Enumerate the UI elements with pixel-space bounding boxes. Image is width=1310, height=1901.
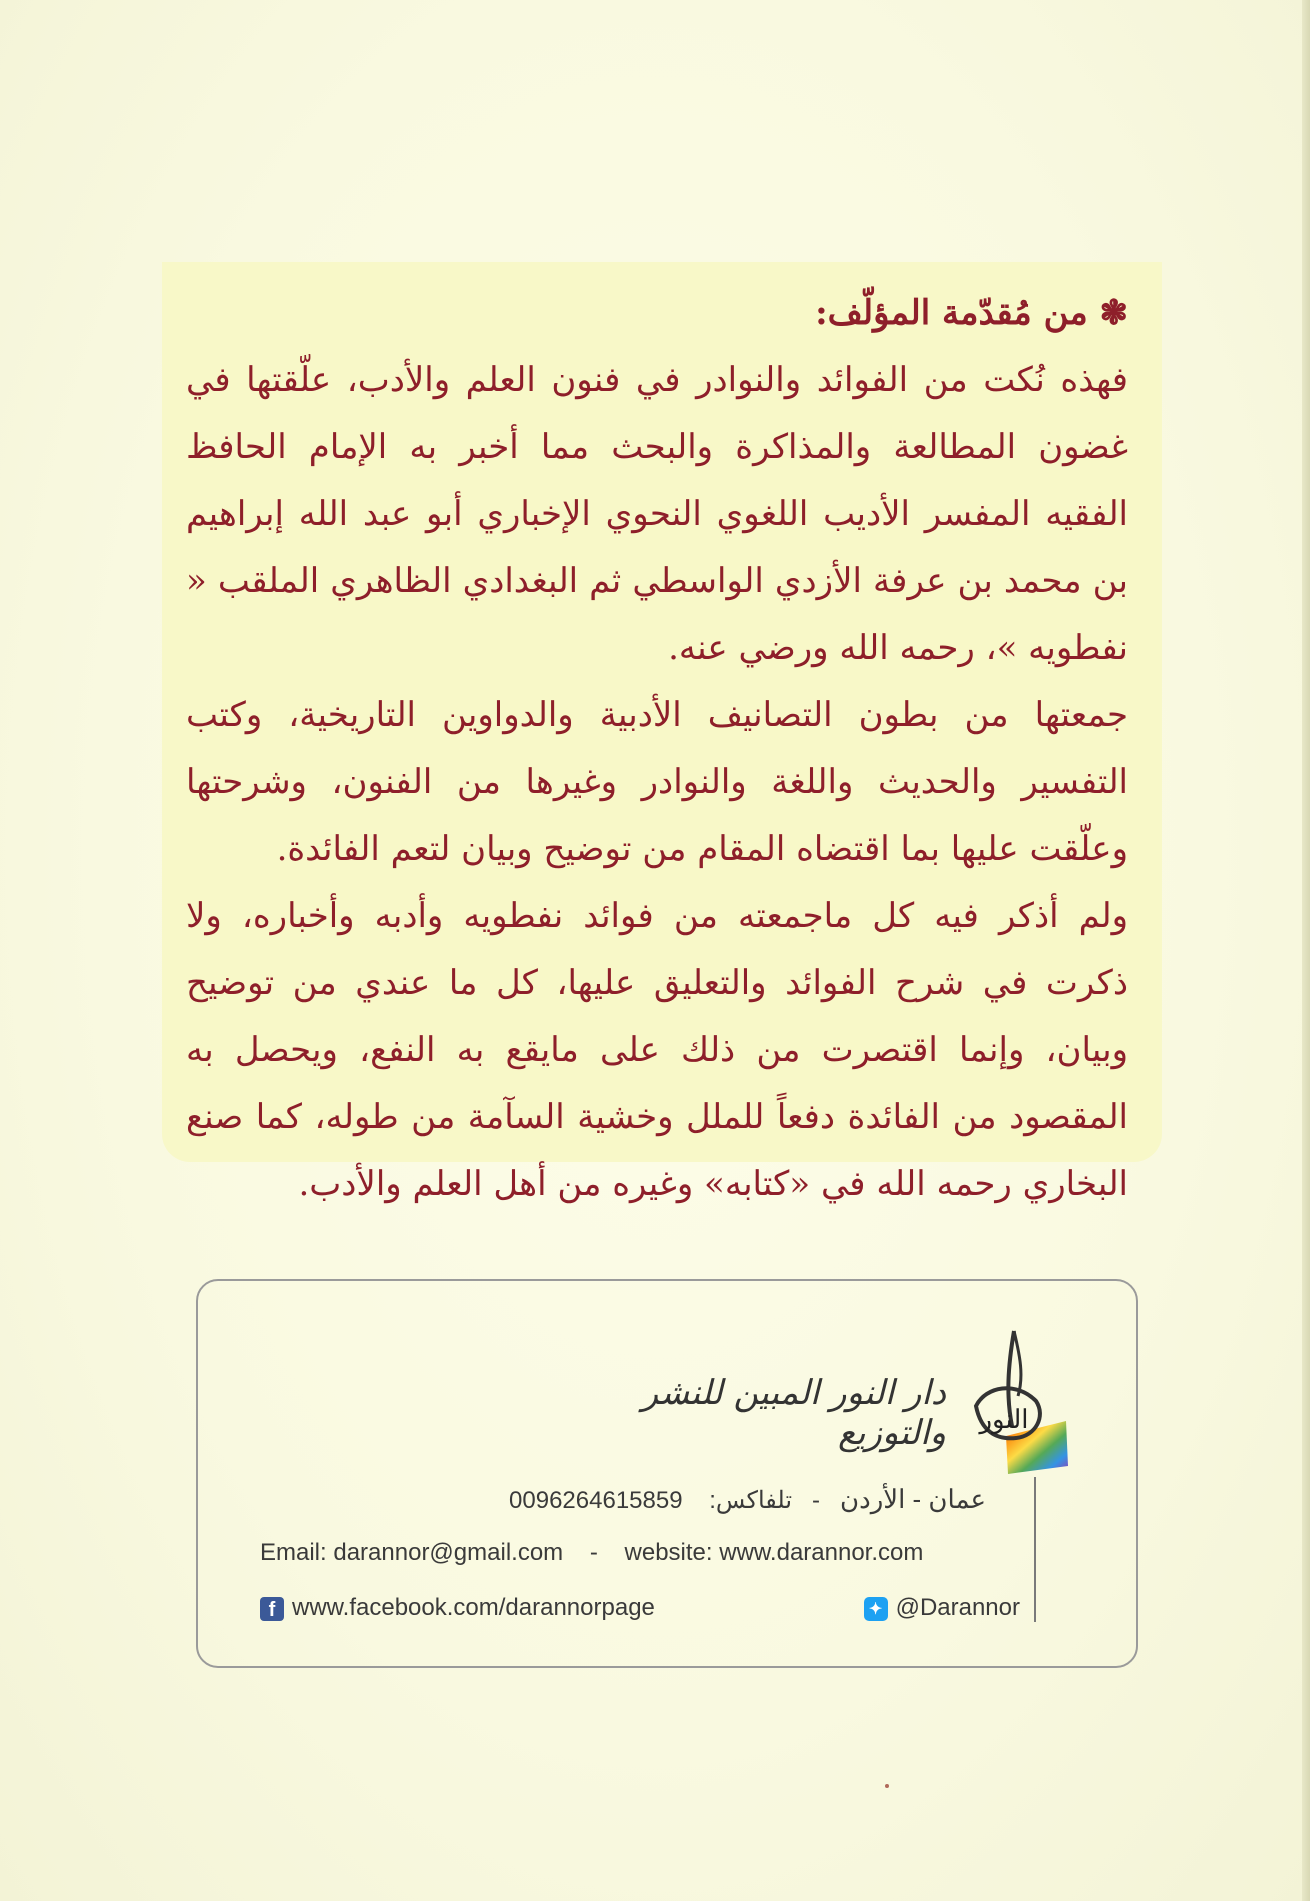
twitter-icon: ✦ — [864, 1597, 888, 1621]
email-link[interactable]: darannor@gmail.com — [333, 1539, 564, 1566]
location-telfax: عمان - الأردن - تلفاكس: 0096264615859 — [509, 1484, 986, 1514]
publisher-name: دار النور المبين للنشر والتوزيع — [641, 1373, 946, 1453]
separator: - — [589, 1539, 598, 1566]
website-link[interactable]: www.darannor.com — [719, 1539, 924, 1566]
speck — [885, 1784, 889, 1788]
twitter-text: @Darannor — [895, 1594, 1020, 1621]
twitter-handle[interactable] — [864, 1594, 1020, 1622]
location: عمان - الأردن — [840, 1484, 986, 1514]
email-website-line — [260, 1539, 923, 1567]
publisher-card — [196, 1279, 1138, 1668]
intro-paragraph-3: ولم أذكر فيه كل ماجمعته من فوائد نفطويه وأدبه وأخباره، ولا ذكرت في شرح الفوائد والتعليق عليها، كل ما عندي من توضيح وبيان، وإنما اقتصرت من ذلك على مايقع به النفع، ويحصل به المقصود من الفائدة دفعاً للملل وخشية السآمة من طوله، كما صنع البخاري رحمه الله في «كتابه» وغيره من أهل العلم والأدب. — [186, 896, 1128, 1204]
facebook-link[interactable]: www.facebook.com/darannorpage — [292, 1594, 655, 1621]
social-line — [260, 1594, 1020, 1622]
telfax-label: تلفاكس: — [709, 1487, 793, 1514]
publisher-logo-text: النور — [979, 1405, 1029, 1435]
intro-paragraph-1: فهذه نُكت من الفوائد والنوادر في فنون العلم والأدب، علّقتها في غضون المطالعة والمذاكرة والبحث مما أخبر به الإمام الحافظ الفقيه المفسر الأديب اللغوي النحوي الإخباري أبو عبد الله إبراهيم بن محمد بن عرفة الأزدي الواسطي ثم البغدادي الظاهري الملقب « نفطويه »، رحمه الله ورضي عنه. — [186, 360, 1128, 668]
intro-paragraph-2: جمعتها من بطون التصانيف الأدبية والدواوين التاريخية، وكتب التفسير والحديث واللغة والنوادر وغيرها من الفنون، وشرحتها وعلّقت عليها بما اقتضاه المقام من توضيح وبيان لتعم الفائدة. — [186, 695, 1128, 869]
author-introduction — [186, 280, 1128, 1218]
introduction-heading: ❃ من مُقدّمة المؤلّف: — [815, 293, 1128, 333]
email-label: Email: — [260, 1539, 327, 1566]
divider — [1034, 1477, 1036, 1622]
publisher-logo — [956, 1326, 1076, 1476]
cover-edge — [1302, 0, 1310, 1901]
telfax-number: 0096264615859 — [509, 1487, 683, 1514]
quote-panel — [162, 262, 1162, 1204]
website-label: website: — [624, 1539, 713, 1566]
facebook-icon: f — [260, 1597, 284, 1621]
